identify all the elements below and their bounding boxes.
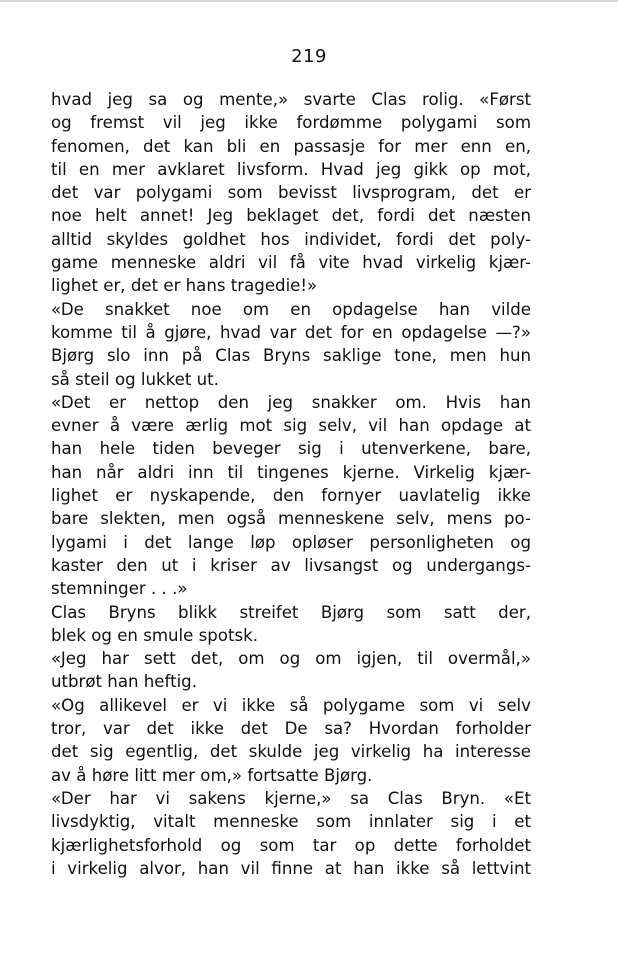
text-line: komme til å gjøre, hvad var det for en opdagelse —?» — [51, 322, 531, 342]
text-line: alltid skyldes goldhet hos individet, fordi det poly- — [51, 229, 531, 249]
text-line: noe helt annet! Jeg beklaget det, fordi det næsten — [51, 206, 531, 226]
page-top-edge — [0, 0, 618, 2]
text-line: bare slekten, men også menneskene selv, mens po- — [51, 509, 531, 529]
text-line: kjærlighetsforhold og som tar op dette forholdet — [51, 835, 531, 855]
text-line: blek og en smule spotsk. — [51, 625, 258, 645]
text-line: tror, var det ikke det De sa? Hvordan forholder — [51, 719, 531, 739]
text-line: det var polygami som bevisst livsprogram, det er — [51, 183, 531, 203]
text-line: fenomen, det kan bli en passasje for mer enn en, — [51, 136, 531, 156]
text-line: og fremst vil jeg ikke fordømme polygami som — [51, 113, 531, 133]
text-line: «De snakket noe om en opdagelse han vilde — [51, 299, 531, 319]
text-line: han når aldri inn til tingenes kjerne. Virkelig kjær- — [51, 462, 531, 482]
text-line: stemninger . . .» — [51, 579, 188, 599]
text-line: «Det er nettop den jeg snakker om. Hvis han — [51, 392, 531, 412]
text-line: kaster den ut i kriser av livsangst og undergangs- — [51, 555, 531, 575]
text-line: han hele tiden beveger sig i utenverkene, bare, — [51, 439, 531, 459]
text-line: lighet er, det er hans tragedie!» — [51, 276, 318, 296]
text-line: evner å være ærlig mot sig selv, vil han opdage at — [51, 416, 531, 436]
text-line: så steil og lukket ut. — [51, 369, 219, 389]
text-line: Bjørg slo inn på Clas Bryns saklige tone, men hun — [51, 346, 531, 366]
text-line: livsdyktig, vitalt menneske som innlater sig i et — [51, 812, 531, 832]
text-line: det sig egentlig, det skulde jeg virkelig ha interesse — [51, 742, 531, 762]
text-line: lygami i det lange løp opløser personligheten og — [51, 532, 531, 552]
page-number: 219 — [291, 46, 327, 67]
text-line: i virkelig alvor, han vil finne at han ikke så lettvint — [51, 858, 531, 878]
text-line: utbrøt han heftig. — [51, 672, 197, 692]
body-text — [51, 88, 531, 880]
text-line: av å høre litt mer om,» fortsatte Bjørg. — [51, 765, 373, 785]
text-line: «Og allikevel er vi ikke så polygame som vi selv — [51, 695, 531, 715]
text-line: Clas Bryns blikk streifet Bjørg som satt der, — [51, 602, 531, 622]
text-line: hvad jeg sa og mente,» svarte Clas rolig. «Først — [51, 90, 531, 109]
text-line: game menneske aldri vil få vite hvad virkelig kjær- — [51, 253, 531, 273]
text-line: «Jeg har sett det, om og om igjen, til overmål,» — [51, 649, 531, 669]
text-line: til en mer avklaret livsform. Hvad jeg gikk op mot, — [51, 159, 531, 179]
text-line: «Der har vi sakens kjerne,» sa Clas Bryn. «Et — [51, 788, 531, 808]
text-line: lighet er nyskapende, den fornyer uavlatelig ikke — [51, 486, 531, 506]
